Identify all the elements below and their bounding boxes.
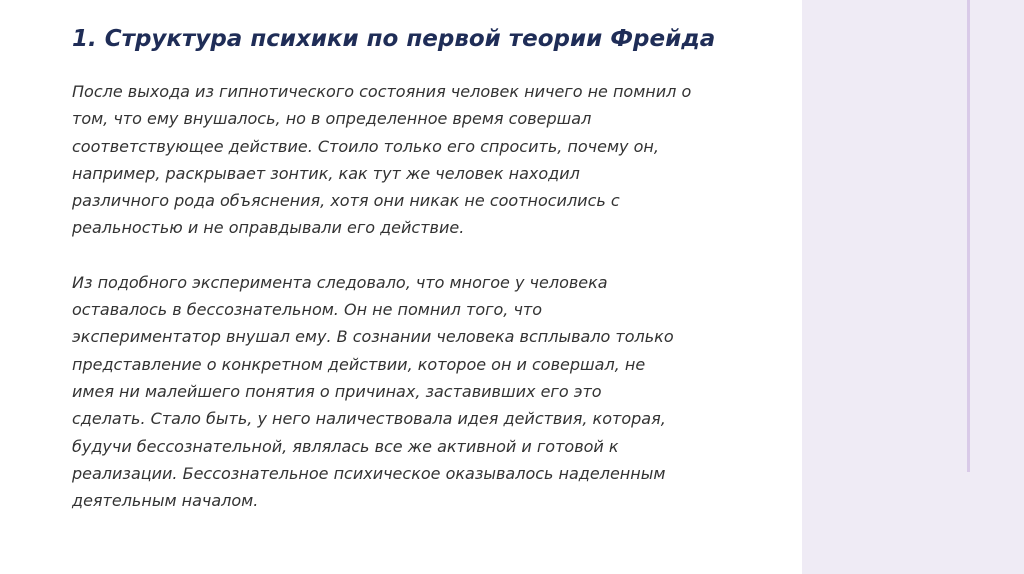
paragraph-2: Из подобного эксперимента следовало, что многое у человека оставалось в бессознательном. Он не помнил того, что экспериментатор внушал ему. В сознании человека всплывало только представление о конкретном действии, которое он и совершал, не имея ни малейшего понятия о причинах, заставивших его это сделать. Стало быть, у него наличествовала идея действия, которая, будучи бессознательной, являлась все же активной и готовой к реализации. Бессознательное психическое оказывалось наделенным деятельным началом. bbox=[72, 272, 674, 511]
paragraph-1: После выхода из гипнотического состояния человек ничего не помнил о том, что ему внушалось, но в определенное время совершал соответствующее действие. Стоило только его спросить, почему он, например, раскрывает зонтик, как тут же человек находил различного рода объяснения, хотя они никак не соотносились с реальностью и не оправдывали его действие. bbox=[72, 82, 692, 238]
slide-body bbox=[72, 78, 800, 514]
decorative-side-panel bbox=[802, 0, 1024, 574]
decorative-vertical-line bbox=[967, 0, 970, 472]
slide-title: 1. Структура психики по первой теории Фрейда bbox=[72, 26, 716, 52]
